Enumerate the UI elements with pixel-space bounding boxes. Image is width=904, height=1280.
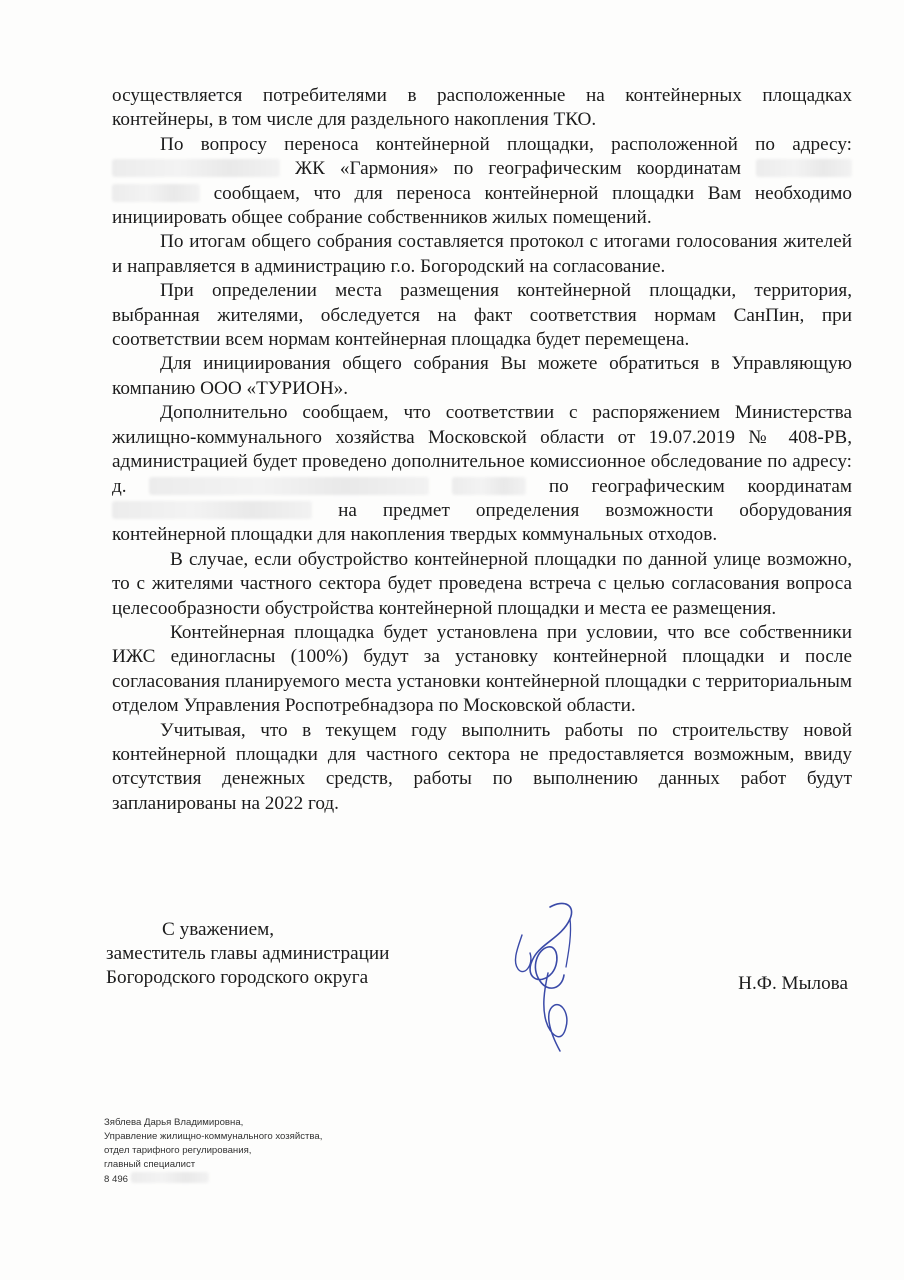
executor-phone-prefix: 8 496 (104, 1174, 129, 1185)
signer-name: Н.Ф. Мылова (738, 973, 848, 994)
paragraph-3: По итогам общего собрания составляется протокол с итогами голосования жителей и направляется в администрацию г.о. Богородский на согласование. (112, 231, 852, 277)
paragraph-2 (112, 133, 852, 231)
paragraph-2-part-a: По вопросу переноса контейнерной площадки, расположенной по адресу: (160, 133, 852, 155)
executor-name: Зяблева Дарья Владимировна, (104, 1117, 244, 1128)
redacted-coordinates (756, 159, 852, 177)
paragraph-5: Для инициирования общего собрания Вы можете обратиться в Управляющую компанию ООО «ТУРИОН». (112, 353, 852, 399)
redacted-inspection-coordinates (112, 501, 312, 519)
paragraph-6-part-b: по географическим координатам (548, 475, 853, 497)
signer-position-line-2: Богородского городского округа (106, 967, 369, 988)
executor-division: отдел тарифного регулирования, (104, 1145, 252, 1156)
paragraph-6-part-c: на предмет определения возможности оборудования контейнерной площадки для накопления твердых коммунальных отходов. (112, 499, 853, 546)
paragraph-6-part-a: Дополнительно сообщаем, что соответствии с распоряжением Министерства жилищно-коммунального хозяйства Московской области от 19.07.2019 № 408-РВ, администрацией будет проведено дополнительное комиссионное обследование по адресу: д. (112, 402, 852, 497)
paragraph-2-part-c: сообщаем, что для переноса контейнерной площадки Вам необходимо инициировать общее собрание собственников жилых помещений. (112, 182, 852, 229)
executor-department: Управление жилищно-коммунального хозяйства, (104, 1131, 323, 1142)
closing-greeting: С уважением, (162, 919, 275, 940)
redacted-phone-number (131, 1172, 209, 1183)
paragraph-7: В случае, если обустройство контейнерной площадки по данной улице возможно, то с жителями частного сектора будет проведена встреча с целью согласования вопроса целесообразности обустройства контейнерной площадки и места ее размещения. (112, 548, 852, 619)
signer-position-line-1: заместитель главы администрации (106, 943, 390, 964)
letter-body (112, 84, 852, 816)
executor-block (104, 1116, 322, 1187)
executor-phone (104, 1172, 322, 1187)
redacted-address (112, 159, 280, 177)
closing-block (106, 918, 389, 990)
paragraph-9: Учитывая, что в текущем году выполнить работы по строительству новой контейнерной площадки для частного сектора не предоставляется возможным, ввиду отсутствия денежных средств, работы по выполнению данных работ будут запланированы на 2022 год. (112, 719, 852, 814)
paragraph-1: осуществляется потребителями в расположенные на контейнерных площадках контейнеры, в том числе для раздельного накопления ТКО. (112, 85, 852, 131)
redacted-inspection-address-continued (452, 477, 526, 495)
paragraph-2-part-b: ЖК «Гармония» по географическим координатам (294, 158, 742, 180)
paragraph-6 (112, 401, 852, 547)
redacted-inspection-address (149, 477, 429, 495)
executor-title: главный специалист (104, 1159, 196, 1170)
handwritten-signature (500, 895, 600, 1055)
paragraph-4: При определении места размещения контейнерной площадки, территория, выбранная жителями, обследуется на факт соответствия нормам СанПин, при соответствии всем нормам контейнерная площадка будет перемещена. (112, 280, 852, 351)
redacted-coordinates-continued (112, 184, 200, 202)
paragraph-8: Контейнерная площадка будет установлена при условии, что все собственники ИЖС единогласны (100%) будут за установку контейнерной площадки и после согласования планируемого места установки контейнерной площадки с территориальным отделом Управления Роспотребнадзора по Московской области. (112, 621, 852, 717)
